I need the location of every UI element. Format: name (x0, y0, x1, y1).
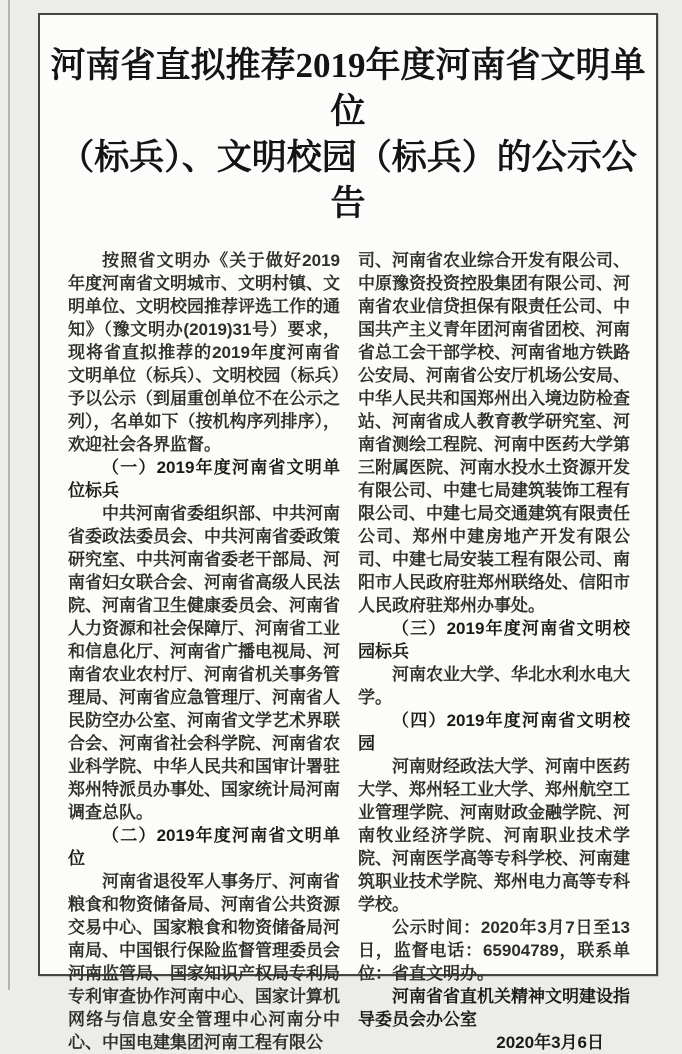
notice-title-line1: 河南省直拟推荐2019年度河南省文明单位 (50, 46, 646, 131)
notice-title-line2: （标兵）、文明校园（标兵）的公示公告 (59, 138, 637, 223)
left-column (68, 249, 340, 1054)
section3-heading: （三）2019年度河南省文明校园标兵 (358, 619, 630, 661)
section4-heading: （四）2019年度河南省文明校园 (358, 711, 630, 753)
notice-title (48, 43, 648, 227)
section3-body: 河南农业大学、华北水利水电大学。 (358, 665, 630, 707)
signature-date: 2020年3月6日 (496, 1033, 604, 1052)
intro-paragraph: 按照省文明办《关于做好2019年度河南省文明城市、文明村镇、文明单位、文明校园推荐评选工作的通知》（豫文明办(2019)31号）要求，现将省直拟推荐的2019年度河南省文明单位（标兵）、文明校园（标兵）予以公示（到届重创单位不在公示之列），名单如下（按机构序列排序），欢迎社会各界监督。 (68, 251, 340, 454)
notice-body (40, 249, 656, 1054)
right-column (358, 249, 630, 1054)
section4-body: 河南财经政法大学、河南中医药大学、郑州轻工业大学、郑州航空工业管理学院、河南财政金融学院、河南牧业经济学院、河南职业技术学院、河南医学高等专科学校、河南建筑职业技术学院、郑州电力高等专科学校。 (358, 757, 630, 914)
newspaper-column-rule (8, 0, 10, 990)
section2-body-part2: 司、河南省农业综合开发有限公司、中原豫资投资控股集团有限公司、河南省农业信贷担保有限责任公司、中国共产主义青年团河南省团校、河南省总工会干部学校、河南省地方铁路公安局、河南省公安厅机场公安局、中华人民共和国郑州出入境边防检查站、河南省成人教育教学研究室、河南省测绘工程院、河南中医药大学第三附属医院、河南水投水土资源开发有限公司、中建七局建筑装饰工程有限公司、中建七局交通建筑有限责任公司、郑州中建房地产开发有限公司、中建七局安装工程有限公司、南阳市人民政府驻郑州联络处、信阳市人民政府驻郑州办事处。 (358, 251, 630, 615)
notice-frame (38, 13, 658, 1052)
section1-heading: （一）2019年度河南省文明单位标兵 (68, 458, 340, 500)
section2-body-part1: 河南省退役军人事务厅、河南省粮食和物资储备局、河南省公共资源交易中心、国家粮食和物资储备局河南局、中国银行保险监督管理委员会河南监管局、国家知识产权局专利局专利审查协作河南中心、国家计算机网络与信息安全管理中心河南分中心、中国电建集团河南工程有限公 (68, 872, 340, 1052)
section2-heading: （二）2019年度河南省文明单位 (68, 826, 340, 868)
signature-org: 河南省省直机关精神文明建设指导委员会办公室 (358, 987, 630, 1029)
section1-body: 中共河南省委组织部、中共河南省委政法委员会、中共河南省委政策研究室、中共河南省委老干部局、河南省妇女联合会、河南省高级人民法院、河南省卫生健康委员会、河南省人力资源和社会保障厅、河南省工业和信息化厅、河南省广播电视局、河南省农业农村厅、河南省机关事务管理局、河南省应急管理厅、河南省人民防空办公室、河南省文学艺术界联合会、河南省社会科学院、河南省农业科学院、中华人民共和国审计署驻郑州特派员办事处、国家统计局河南调查总队。 (68, 504, 340, 822)
notice-info-paragraph: 公示时间：2020年3月7日至13日，监督电话：65904789，联系单位：省直文明办。 (358, 918, 630, 983)
